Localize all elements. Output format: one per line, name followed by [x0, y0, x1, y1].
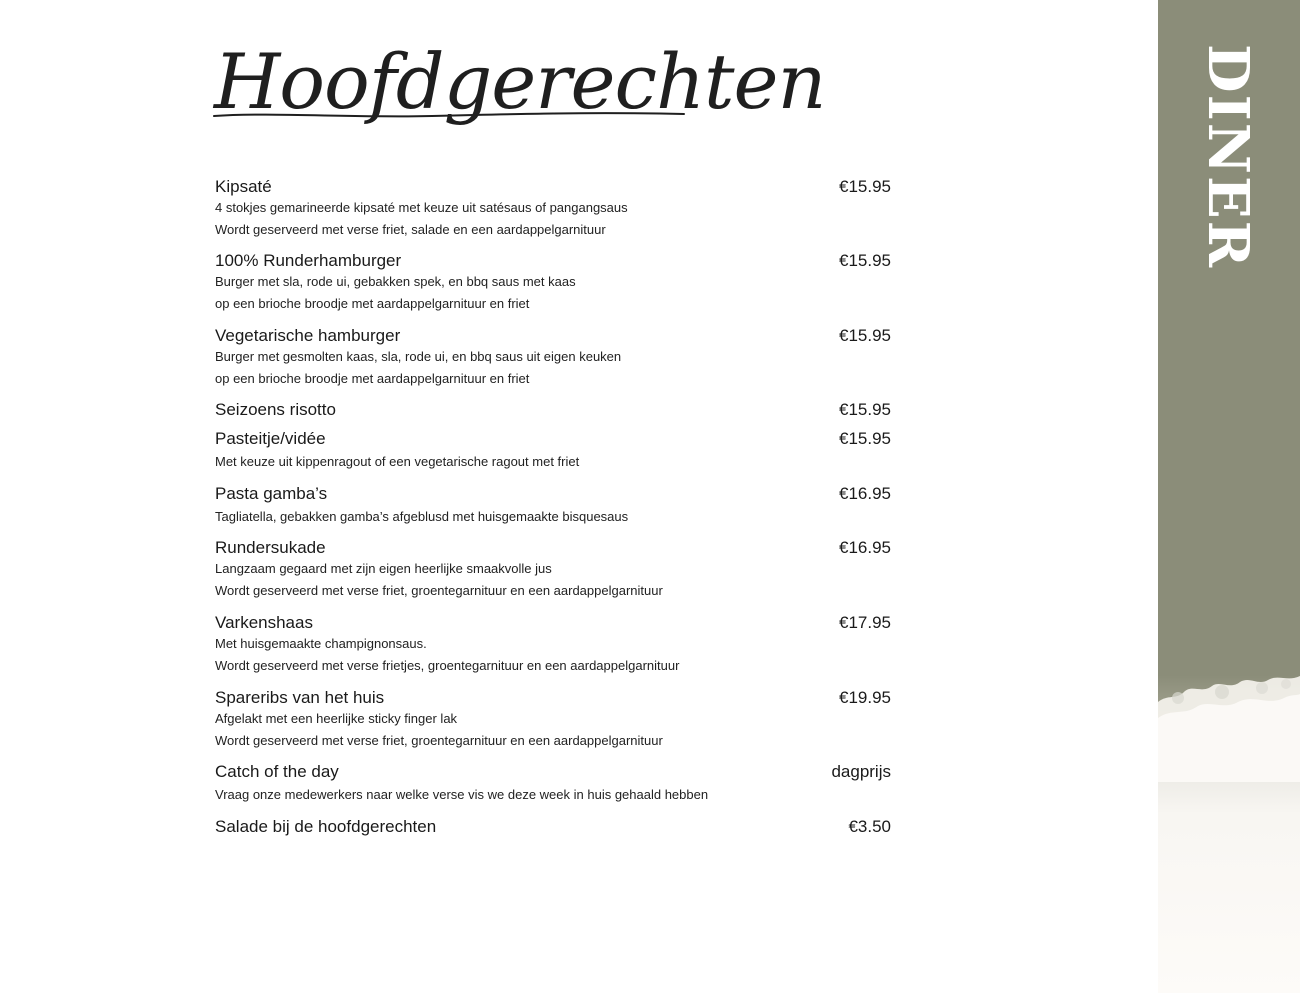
menu-item [215, 687, 891, 751]
menu-item-description: Wordt geserveerd met verse friet, groentegarnituur en een aardappelgarnituur [215, 582, 663, 598]
menu-item-header [215, 816, 891, 837]
menu-item [215, 483, 891, 528]
menu-item-name: Vegetarische hamburger [215, 326, 401, 345]
menu-item-price: €15.95 [839, 177, 891, 196]
title-flourish [212, 108, 692, 128]
menu-item [215, 325, 891, 389]
menu-item [215, 428, 891, 473]
menu-item [215, 761, 891, 806]
menu-item-description: Wordt geserveerd met verse frietjes, groentegarnituur en een aardappelgarnituur [215, 657, 680, 673]
menu-item [215, 612, 891, 676]
menu-item-name: Spareribs van het huis [215, 688, 385, 707]
sidebar-cloud-texture [1158, 672, 1300, 782]
menu-item-header [215, 250, 891, 271]
menu-item-header [215, 399, 891, 420]
menu-item-price: €19.95 [839, 688, 891, 707]
menu-item-price: €17.95 [839, 613, 891, 632]
menu-item-description: Met keuze uit kippenragout of een vegetarische ragout met friet [215, 454, 580, 469]
menu-list [215, 176, 891, 837]
menu-item-description: Burger met gesmolten kaas, sla, rode ui, en bbq saus uit eigen keuken [215, 349, 622, 364]
menu-item [215, 816, 891, 837]
menu-item-name: Salade bij de hoofdgerechten [215, 816, 437, 836]
menu-item-name: Catch of the day [215, 762, 339, 781]
menu-item-description: Burger met sla, rode ui, gebakken spek, en bbq saus met kaas [215, 274, 576, 289]
menu-item-price: €16.95 [839, 483, 891, 503]
menu-item-price: €15.95 [839, 326, 891, 345]
menu-item-name: Rundersukade [215, 538, 326, 557]
menu-item-price: €15.95 [839, 251, 891, 270]
menu-item-header [215, 537, 891, 558]
menu-item [215, 399, 891, 420]
menu-item-description: 4 stokjes gemarineerde kipsaté met keuze uit satésaus of pangangsaus [215, 200, 628, 215]
menu-item-header [215, 687, 891, 708]
menu-item-header [215, 612, 891, 633]
sidebar-label: DINER [1195, 44, 1261, 270]
menu-item-header [215, 428, 891, 449]
menu-item [215, 537, 891, 601]
menu-item-name: Kipsaté [215, 177, 272, 196]
menu-item-description: Vraag onze medewerkers naar welke verse vis we deze week in huis gehaald hebben [215, 787, 709, 802]
menu-item-name: Seizoens risotto [215, 400, 336, 419]
menu-item-price: €15.95 [839, 400, 891, 419]
menu-item-description: Wordt geserveerd met verse friet, salade en een aardappelgarnituur [215, 221, 606, 237]
menu-item-price: €3.50 [848, 816, 891, 836]
menu-item-description: Tagliatella, gebakken gamba’s afgeblusd met huisgemaakte bisquesaus [215, 508, 629, 524]
menu-item-description: Met huisgemaakte champignonsaus. [215, 636, 427, 651]
menu-item-header [215, 483, 891, 504]
menu-item-header [215, 761, 891, 782]
menu-item [215, 250, 891, 314]
menu-item-description: Afgelakt met een heerlijke sticky finger lak [215, 711, 458, 726]
menu-item-price: €16.95 [839, 538, 891, 557]
menu-item-description: Wordt geserveerd met verse friet, groentegarnituur en een aardappelgarnituur [215, 732, 663, 748]
menu-item-price: dagprijs [831, 762, 891, 781]
menu-item-header [215, 325, 891, 346]
menu-item-header [215, 176, 891, 197]
menu-item-description: op een brioche broodje met aardappelgarnituur en friet [215, 295, 530, 311]
menu-item-name: Pasteitje/vidée [215, 429, 326, 448]
menu-item-name: Pasta gamba’s [215, 483, 328, 503]
menu-item [215, 176, 891, 240]
menu-item-description: Langzaam gegaard met zijn eigen heerlijke smaakvolle jus [215, 561, 552, 576]
page-title: Hoofdgerechten [214, 37, 826, 126]
menu-item-name: 100% Runderhamburger [215, 251, 402, 270]
menu-item-price: €15.95 [839, 429, 891, 448]
menu-item-description: op een brioche broodje met aardappelgarnituur en friet [215, 370, 530, 386]
menu-item-name: Varkenshaas [215, 613, 313, 632]
